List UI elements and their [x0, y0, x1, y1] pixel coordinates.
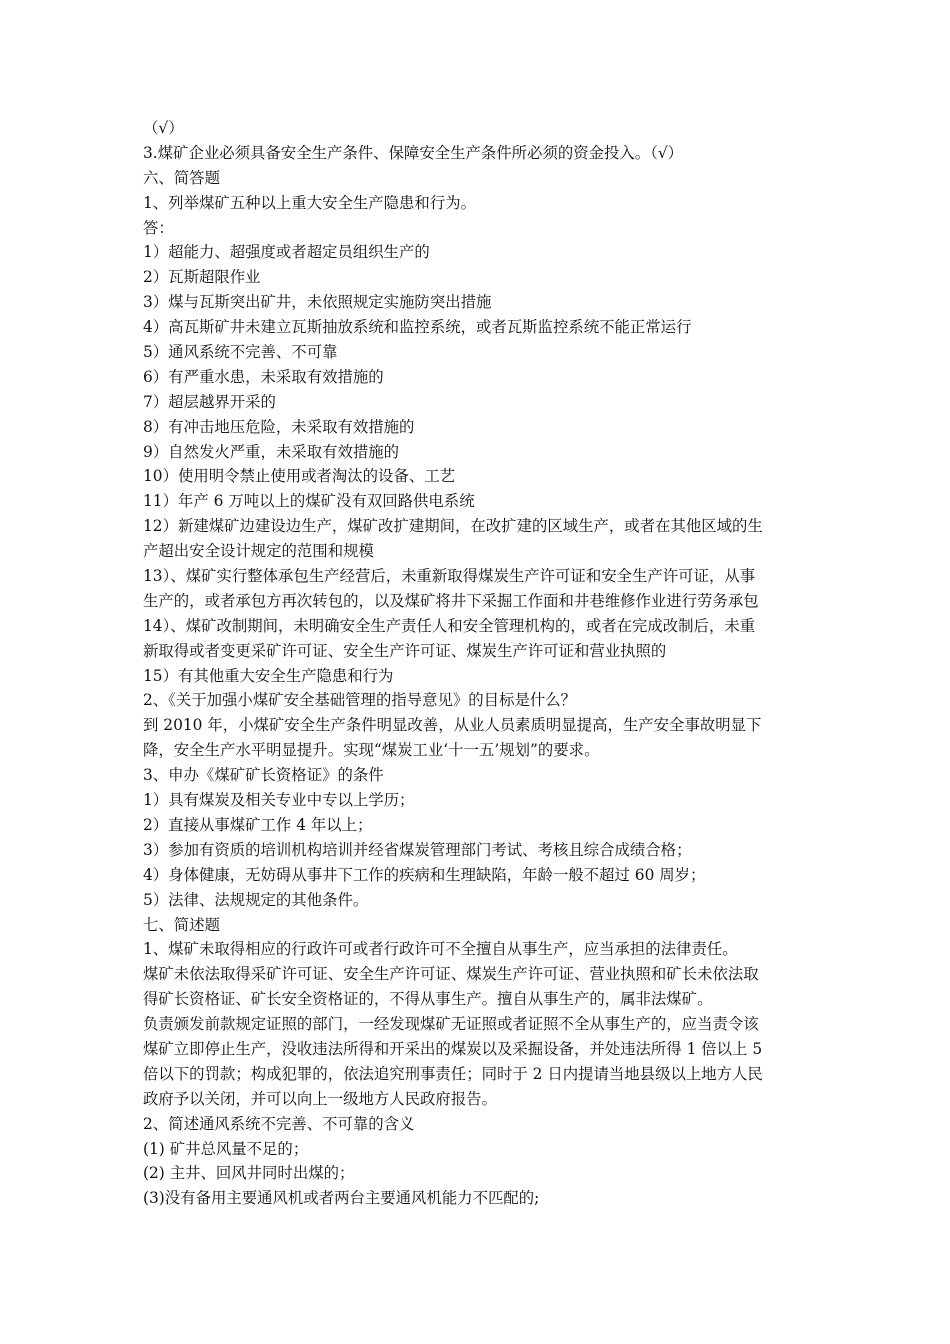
- text-line: （√）: [143, 119, 184, 137]
- list-item: 4）身体健康，无妨碍从事井下工作的疾病和生理缺陷，年龄一般不超过 60 周岁；: [143, 865, 706, 884]
- text-line: 到 2010 年，小煤矿安全生产条件明显改善，从业人员素质明显提高，生产安全事故明显下: [143, 716, 762, 735]
- list-item: 6）有严重水患，未采取有效措施的: [143, 367, 384, 386]
- list-item: 12）新建煤矿边建设边生产，煤矿改扩建期间，在改扩建的区域生产，或者在其他区域的生: [143, 517, 763, 536]
- list-item: 1）具有煤炭及相关专业中专以上学历；: [143, 791, 415, 810]
- text-line: 答：: [143, 218, 174, 237]
- list-item: 3）煤与瓦斯突出矿井，未依照规定实施防突出措施: [143, 293, 492, 312]
- list-item: 5）法律、法规规定的其他条件。: [143, 890, 369, 909]
- list-item: 10）使用明令禁止使用或者淘汰的设备、工艺: [143, 467, 456, 486]
- text-line: 3.煤矿企业必须具备安全生产条件、保障安全生产条件所必须的资金投入。（√）: [143, 143, 684, 162]
- section-heading: 六、简答题: [143, 168, 220, 187]
- list-item: 14）、煤矿改制期间，未明确安全生产责任人和安全管理机构的，或者在完成改制后，未重: [143, 616, 756, 635]
- list-item: 3）参加有资质的培训机构培训并经省煤炭管理部门考试、考核且综合成绩合格；: [143, 840, 692, 859]
- list-item: (2) 主井、回风井同时出煤的；: [143, 1164, 355, 1183]
- text-line: 新取得或者变更采矿许可证、安全生产许可证、煤炭生产许可证和营业执照的: [143, 641, 667, 660]
- question-heading: 1、列举煤矿五种以上重大安全生产隐患和行为。: [143, 193, 476, 212]
- text-line: 生产的，或者承包方再次转包的，以及煤矿将井下采掘工作面和井巷维修作业进行劳务承包: [143, 591, 759, 610]
- text-line: 负责颁发前款规定证照的部门，一经发现煤矿无证照或者证照不全从事生产的，应当责令该: [143, 1015, 759, 1034]
- list-item: (3)没有备用主要通风机或者两台主要通风机能力不匹配的;: [143, 1189, 540, 1208]
- list-item: 4）高瓦斯矿井未建立瓦斯抽放系统和监控系统，或者瓦斯监控系统不能正常运行: [143, 318, 692, 337]
- text-line: 得矿长资格证、矿长安全资格证的，不得从事生产。擅自从事生产的，属非法煤矿。: [143, 990, 713, 1009]
- list-item: 8）有冲击地压危险，未采取有效措施的: [143, 417, 415, 436]
- question-heading: 2、简述通风系统不完善、不可靠的含义: [143, 1114, 415, 1133]
- list-item: 9）自然发火严重，未采取有效措施的: [143, 442, 400, 461]
- text-line: 产超出安全设计规定的范围和规模: [143, 542, 374, 561]
- text-line: 煤矿立即停止生产，没收违法所得和开采出的煤炭以及采掘设备，并处违法所得 1 倍以上 5: [143, 1039, 763, 1058]
- text-line: 降，安全生产水平明显提升。实现“煤炭工业‘十一五’规划”的要求。: [143, 741, 600, 760]
- list-item: 13）、煤矿实行整体承包生产经营后，未重新取得煤炭生产许可证和安全生产许可证，从事: [143, 567, 756, 586]
- question-heading: 2、《关于加强小煤矿安全基础管理的指导意见》的目标是什么？: [143, 691, 577, 710]
- list-item: 11）年产 6 万吨以上的煤矿没有双回路供电系统: [143, 492, 475, 511]
- text-line: 政府予以关闭，并可以向上一级地方人民政府报告。: [143, 1089, 497, 1108]
- list-item: 1）超能力、超强度或者超定员组织生产的: [143, 243, 430, 262]
- list-item: 5）通风系统不完善、不可靠: [143, 343, 338, 362]
- document-body: [143, 116, 813, 1211]
- text-line: 煤矿未依法取得采矿许可证、安全生产许可证、煤炭生产许可证、营业执照和矿长未依法取: [143, 965, 759, 984]
- list-item: 2）瓦斯超限作业: [143, 268, 261, 287]
- list-item: 15）有其他重大安全生产隐患和行为: [143, 666, 394, 685]
- text-line: 倍以下的罚款；构成犯罪的，依法追究刑事责任；同时于 2 日内提请当地县级以上地方人民: [143, 1064, 763, 1083]
- section-heading: 七、简述题: [143, 915, 220, 934]
- question-heading: 1、煤矿未取得相应的行政许可或者行政许可不全擅自从事生产，应当承担的法律责任。: [143, 940, 738, 959]
- list-item: (1) 矿井总风量不足的；: [143, 1139, 309, 1158]
- list-item: 2）直接从事煤矿工作 4 年以上；: [143, 815, 373, 834]
- question-heading: 3、申办《煤矿矿长资格证》的条件: [143, 766, 384, 785]
- list-item: 7）超层越界开采的: [143, 392, 276, 411]
